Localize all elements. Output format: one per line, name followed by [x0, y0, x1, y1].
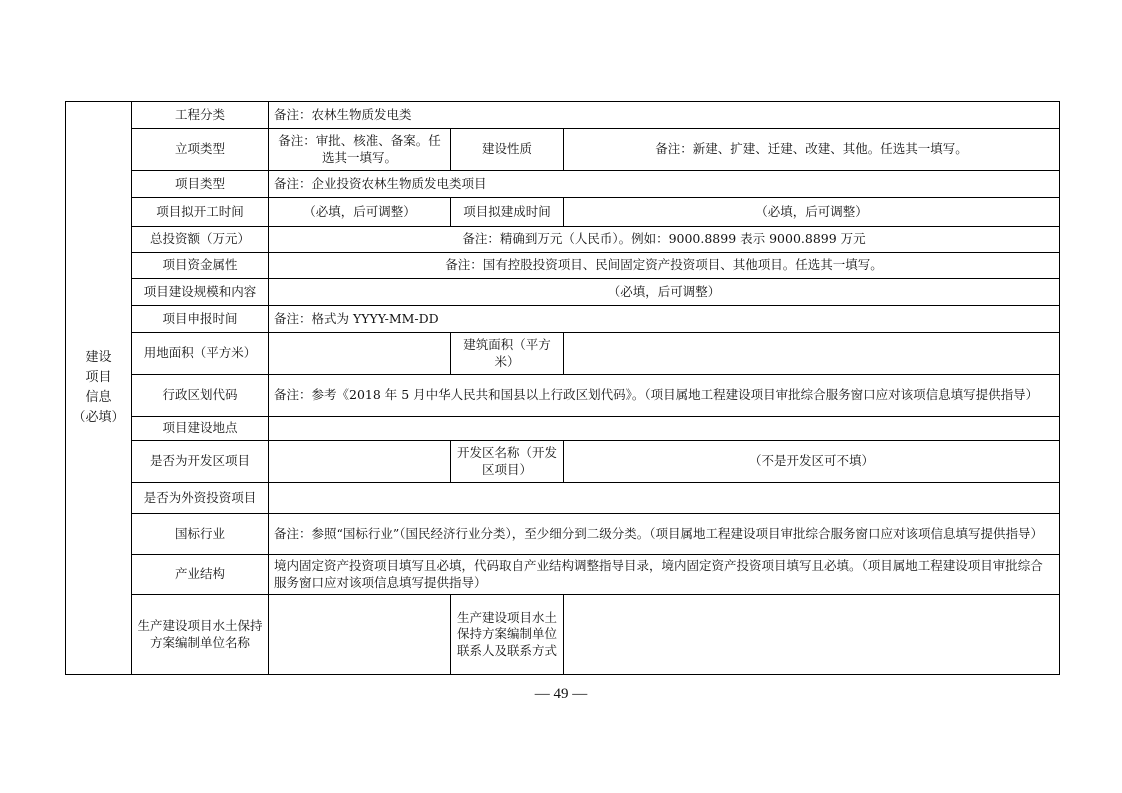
- industry-structure-value: 境内固定资产投资项目填写且必填，代码取自产业结构调整指导目录，境内固定资产投资项目填写且必填。（项目属地工程建设项目审批综合服务窗口应对该项信息填写提供指导）: [269, 555, 1060, 595]
- table-row: [66, 253, 1060, 279]
- fund-attribute-value: 备注：国有控股投资项目、民间固定资产投资项目、其他项目。任选其一填写。: [269, 253, 1060, 279]
- table-row: [66, 555, 1060, 595]
- section-label-line: 项目: [85, 369, 112, 385]
- page-number: — 49 —: [534, 686, 588, 702]
- building-area-label: 建筑面积（平方米）: [451, 333, 564, 375]
- table-row: [66, 595, 1060, 675]
- total-investment-value: 备注：精确到万元（人民币）。例如：9000.8899 表示 9000.8899 万元: [269, 227, 1060, 253]
- land-area-label: 用地面积（平方米）: [132, 333, 269, 375]
- scale-content-value: （必填，后可调整）: [269, 279, 1060, 306]
- scale-content-label: 项目建设规模和内容: [132, 279, 269, 306]
- dev-zone-name-value: （不是开发区可不填）: [564, 441, 1060, 483]
- national-industry-label: 国标行业: [132, 514, 269, 555]
- foreign-invest-value: [269, 483, 1060, 514]
- start-time-value: （必填，后可调整）: [269, 198, 451, 227]
- national-industry-value: 备注：参照“国标行业”（国民经济行业分类），至少细分到二级分类。（项目属地工程建设项目审批综合服务窗口应对该项信息填写提供指导）: [269, 514, 1060, 555]
- table-row: [66, 417, 1060, 441]
- table-row: [66, 102, 1060, 129]
- table-row: [66, 306, 1060, 333]
- dev-zone-name-label: 开发区名称（开发区项目）: [451, 441, 564, 483]
- section-label-line: 信息: [85, 390, 112, 405]
- location-value: [269, 417, 1060, 441]
- building-area-value: [564, 333, 1060, 375]
- project-type-value: 备注：企业投资农林生物质发电类项目: [269, 171, 1060, 198]
- table-row: [66, 483, 1060, 514]
- section-label-cell: [66, 102, 132, 675]
- engineering-type-value: 备注：农林生物质发电类: [269, 102, 1060, 129]
- section-label-line: 建设: [85, 349, 112, 365]
- table-row: [66, 333, 1060, 375]
- construction-nature-label: 建设性质: [451, 129, 564, 171]
- land-area-value: [269, 333, 451, 375]
- declare-time-value: 备注：格式为 YYYY-MM-DD: [269, 306, 1060, 333]
- soil-water-unit-label: 生产建设项目水土保持方案编制单位名称: [132, 595, 269, 675]
- region-code-label: 行政区划代码: [132, 375, 269, 417]
- soil-water-unit-value: [269, 595, 451, 675]
- total-investment-label: 总投资额（万元）: [132, 227, 269, 253]
- engineering-type-label: 工程分类: [132, 102, 269, 129]
- table-row: [66, 129, 1060, 171]
- table-row: [66, 375, 1060, 417]
- table-row: [66, 441, 1060, 483]
- construction-nature-value: 备注：新建、扩建、迁建、改建、其他。任选其一填写。: [564, 129, 1060, 171]
- completion-time-label: 项目拟建成时间: [451, 198, 564, 227]
- section-label-line: （必填）: [72, 410, 125, 426]
- table-row: [66, 514, 1060, 555]
- table-row: [66, 171, 1060, 198]
- industry-structure-label: 产业结构: [132, 555, 269, 595]
- approval-type-value: 备注：审批、核准、备案。任选其一填写。: [269, 129, 451, 171]
- dev-zone-value: [269, 441, 451, 483]
- foreign-invest-label: 是否为外资投资项目: [132, 483, 269, 514]
- project-type-label: 项目类型: [132, 171, 269, 198]
- table-row: [66, 198, 1060, 227]
- dev-zone-label: 是否为开发区项目: [132, 441, 269, 483]
- start-time-label: 项目拟开工时间: [132, 198, 269, 227]
- project-info-table: [65, 101, 1060, 675]
- declare-time-label: 项目申报时间: [132, 306, 269, 333]
- table-row: [66, 227, 1060, 253]
- soil-water-contact-label: 生产建设项目水土保持方案编制单位联系人及联系方式: [451, 595, 564, 675]
- location-label: 项目建设地点: [132, 417, 269, 441]
- approval-type-label: 立项类型: [132, 129, 269, 171]
- fund-attribute-label: 项目资金属性: [132, 253, 269, 279]
- table-row: [66, 279, 1060, 306]
- soil-water-contact-value: [564, 595, 1060, 675]
- completion-time-value: （必填，后可调整）: [564, 198, 1060, 227]
- region-code-value: 备注：参考《2018 年 5 月中华人民共和国县以上行政区划代码》。（项目属地工程建设项目审批综合服务窗口应对该项信息填写提供指导）: [269, 375, 1060, 417]
